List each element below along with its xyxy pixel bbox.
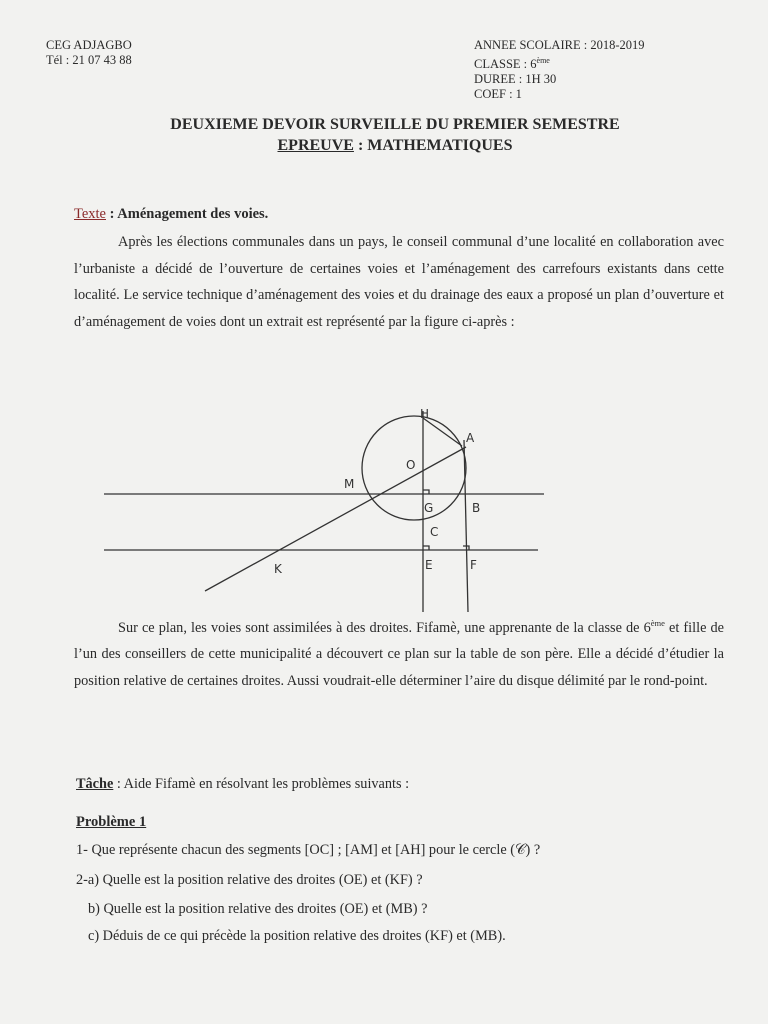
text-heading: Texte : Aménagement des voies. [74,206,269,222]
question-1: 1- Que représente chacun des segments [OC] ; [AM] et [AH] pour le cercle (𝒞) ? [76,842,541,858]
label-g: G [424,501,434,515]
label-c: C [430,525,439,539]
exam-duration: DUREE : 1H 30 [474,72,557,87]
school-year: ANNEE SCOLAIRE : 2018-2019 [474,38,645,52]
label-o: O [406,458,416,472]
label-h: H [420,407,430,421]
label-f: F [470,558,477,572]
label-a: A [466,431,475,445]
problem-title: Problème 1 [76,814,147,830]
label-e: E [425,558,433,572]
school-phone: Tél : 21 07 43 88 [46,53,132,67]
question-2b: b) Quelle est la position relative des droites (OE) et (MB) ? [88,901,428,917]
question-2c: c) Déduis de ce qui précède la position relative des droites (KF) et (MB). [88,928,506,944]
exam-subject: EPREUVE : MATHEMATIQUES [277,137,513,154]
label-b: B [472,501,481,515]
task-line: Tâche : Aide Fifamè en résolvant les problèmes suivants : [76,776,410,792]
intro-paragraph: Après les élections communales dans un pays, le conseil communal d’une localité en collaboration avec l’urbaniste a décidé de l’ouverture de certaines voies et l’aménagement des carrefours existants dans cette localité. Le service technique d’aménagement des voies et du drainage des eaux a proposé un plan d’ouverture et d’aménagement de voies dont un extrait est représenté par la figure ci-après : [74,234,724,330]
label-m: M [344,477,355,491]
segment-ah [423,418,462,446]
context-paragraph: Sur ce plan, les voies sont assimilées à des droites. Fifamè, une apprenante de la classe de 6ème et fille de l’un des conseillers de cette municipalité a découvert ce plan sur la table de son père. Elle a décidé d’étudier la position relative de certaines droites. Aussi voudrait-elle déterminer l’aire du disque délimité par le rond-point. [74,618,724,689]
class-level: CLASSE : 6ème [474,56,550,72]
exam-coef: COEF : 1 [474,87,522,102]
label-k: K [274,562,282,576]
exam-title: DEUXIEME DEVOIR SURVEILLE DU PREMIER SEMESTRE [170,116,620,133]
school-name: CEG ADJAGBO [46,38,132,52]
question-2a: 2-a) Quelle est la position relative des droites (OE) et (KF) ? [76,872,423,888]
